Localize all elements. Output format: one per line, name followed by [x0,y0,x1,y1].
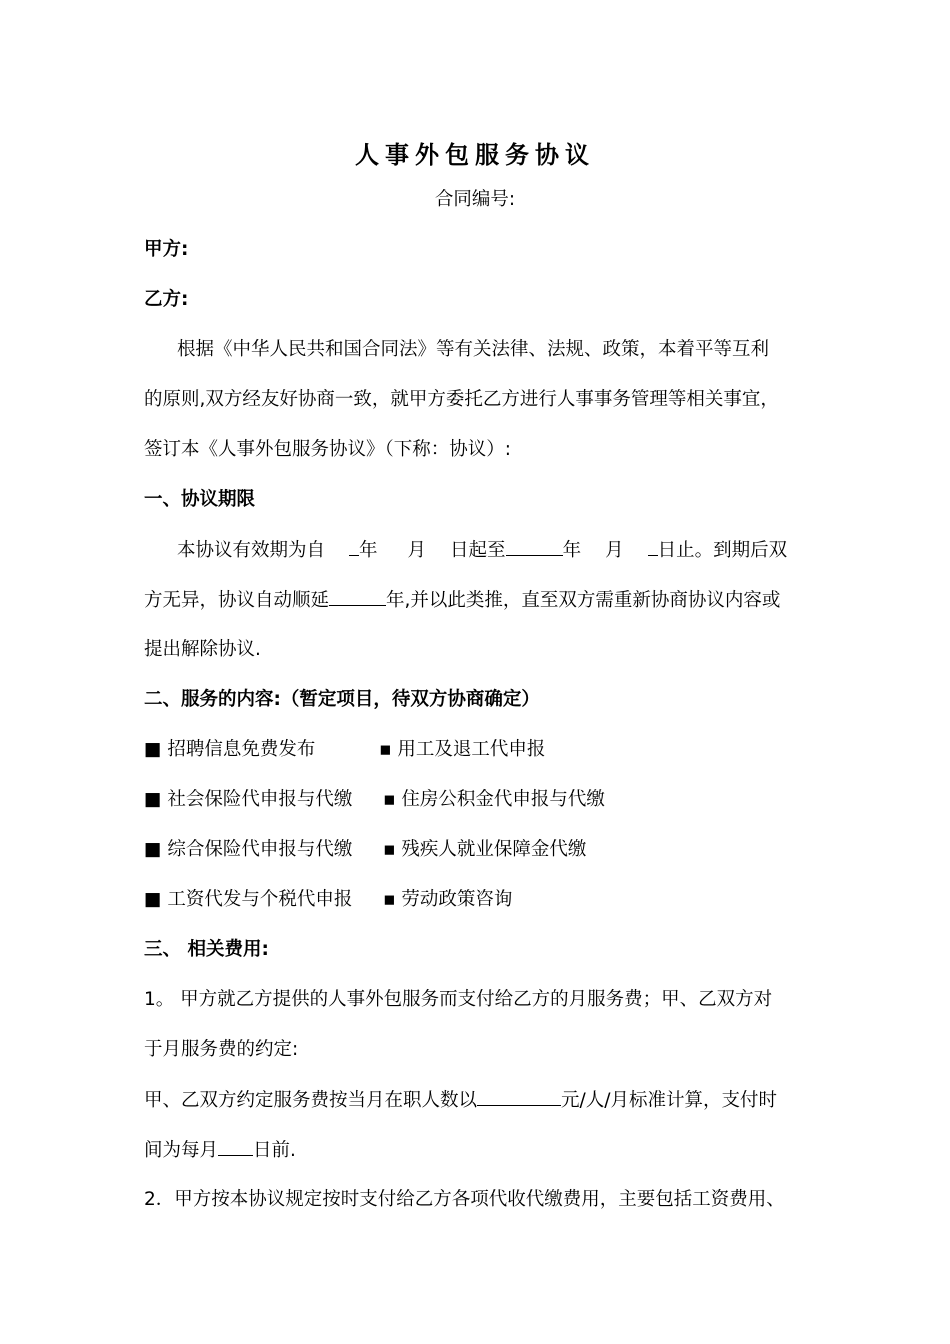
service-item: ■ 综合保险代申报与代缴 [144,839,353,860]
intro-line-1: 根据《中华人民共和国合同法》等有关法律、法规、政策，本着平等互利 [177,339,770,360]
service-item-row [144,887,820,913]
month-text: 月 [605,540,624,561]
end-day-blank [648,537,658,556]
service-item: ■ 工资代发与个税代申报 [144,889,353,910]
section-2-heading: 二、服务的内容:（暂定项目，待双方协商确定） [144,689,540,710]
renewal-years-blank [329,587,386,606]
term-paragraph-line-2 [144,587,820,613]
service-item: ▪ 劳动政策咨询 [383,889,513,910]
month-text: 月 [407,540,427,561]
day-to-text: 日止。到期后双 [657,540,788,561]
payment-date-text-cont: 日前. [253,1140,296,1161]
service-item-row [144,837,820,863]
renewal-text-cont: 年,并以此类推，直至双方需重新协商协议内容或 [386,590,781,611]
service-item-row [144,737,820,763]
document-title: 人事外包服务协议 [355,141,595,169]
intro-line-2: 的原则,双方经友好协商一致，就甲方委托乙方进行人事事务管理等相关事宜， [144,389,779,410]
contract-number-label: 合同编号: [434,189,516,210]
term-paragraph-line-1 [144,537,820,563]
start-year-blank [349,537,359,556]
fee-paragraph-line-2: 于月服务费的约定: [144,1039,299,1060]
end-year-blank [506,537,563,556]
day-from-text: 日起至 [450,540,506,561]
section-1-heading: 一、协议期限 [144,489,256,510]
intro-line-3: 签订本《人事外包服务协议》（下称：协议）: [144,439,511,460]
party-b-label: 乙方: [144,289,189,310]
payment-date-text: 间为每月 [144,1140,219,1161]
service-item: ▪ 用工及退工代申报 [379,739,546,760]
service-item-row [144,787,820,813]
service-item: ▪ 住房公积金代申报与代缴 [383,789,605,810]
fee-paragraph-line-3 [144,1087,820,1113]
fee-paragraph-line-1: 1。 甲方就乙方提供的人事外包服务而支付给乙方的月服务费；甲、乙双方对 [144,989,773,1010]
fee-paragraph-line-5: 2．甲方按本协议规定按时支付给乙方各项代收代缴费用，主要包括工资费用、 [144,1189,785,1210]
year-text: 年 [359,540,378,561]
service-item: ▪ 残疾人就业保障金代缴 [383,839,587,860]
fee-text-cont: 元/人/月标准计算，支付时 [561,1090,777,1111]
year-text: 年 [562,540,582,561]
service-item: ■ 社会保险代申报与代缴 [144,789,353,810]
renewal-text: 方无异，协议自动顺延 [144,590,330,611]
fee-text: 甲、乙双方约定服务费按当月在职人数以 [144,1090,478,1111]
fee-paragraph-line-4 [144,1137,820,1163]
party-a-label: 甲方: [144,239,189,260]
fee-amount-blank [477,1087,561,1106]
section-3-heading: 三、 相关费用: [144,939,269,960]
service-item: ■ 招聘信息免费发布 [144,739,316,760]
term-text: 本协议有效期为自 [177,540,326,561]
payment-day-blank [218,1137,253,1156]
term-paragraph-line-3: 提出解除协议. [144,639,261,660]
